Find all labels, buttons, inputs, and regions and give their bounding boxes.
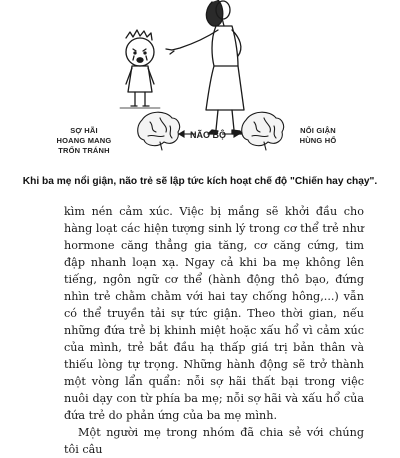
fear-label-line-3: TRỐN TRÁNH: [58, 146, 110, 155]
paragraph-1: kìm nén cảm xúc. Việc bị mắng sẽ khởi đầu cho hàng loạt các hiện tượng sinh lý trong cơ thể trẻ như hormone căng thẳng gia tăng, cơ căng cứng, tim đập nhanh loạn xạ. Ngay cả khi ba mẹ không lên tiếng, ngôn ngữ cơ thể (hành động thô bạo, đứng nhìn trẻ chằm chằm với hai tay chống hông,...) vẫn có thể truyền tải sự tức giận. Theo thời gian, nếu những đứa trẻ bị khinh miệt hoặc xấu hổ vì cảm xúc của mình, trẻ bắt đầu hạ thấp giá trị bản thân và thiếu lòng tự trọng. Những hành động sẽ trở thành một vòng lẩn quẩn: nỗi sợ hãi thất bại trong việc nuôi dạy con từ phía ba mẹ; nỗi sợ hãi và xấu hổ của đứa trẻ do phản ứng của ba mẹ mình.: [64, 205, 364, 422]
brain-label: NÃO BỘ: [190, 130, 226, 140]
figure-caption: Khi ba mẹ nổi giận, não trẻ sẽ lập tức kích hoạt chế độ "Chiến hay chạy".: [22, 176, 378, 187]
anger-label-line-2: HÙNG HỔ: [299, 136, 337, 145]
mother-figure: [166, 0, 244, 134]
paragraph-2: Một người mẹ trong nhóm đã chia sẻ với chúng tôi câu: [64, 426, 364, 456]
brain-icon: [138, 112, 180, 150]
anger-label-line-1: NỔI GIẬN: [300, 126, 336, 135]
illustration: [0, 0, 400, 172]
fear-label-line-1: SỢ HÃI: [70, 126, 98, 135]
body-text: [64, 203, 364, 458]
child-figure: [120, 30, 160, 108]
fear-label-line-2: HOANG MANG: [56, 136, 112, 145]
brain-icon: [242, 112, 284, 150]
